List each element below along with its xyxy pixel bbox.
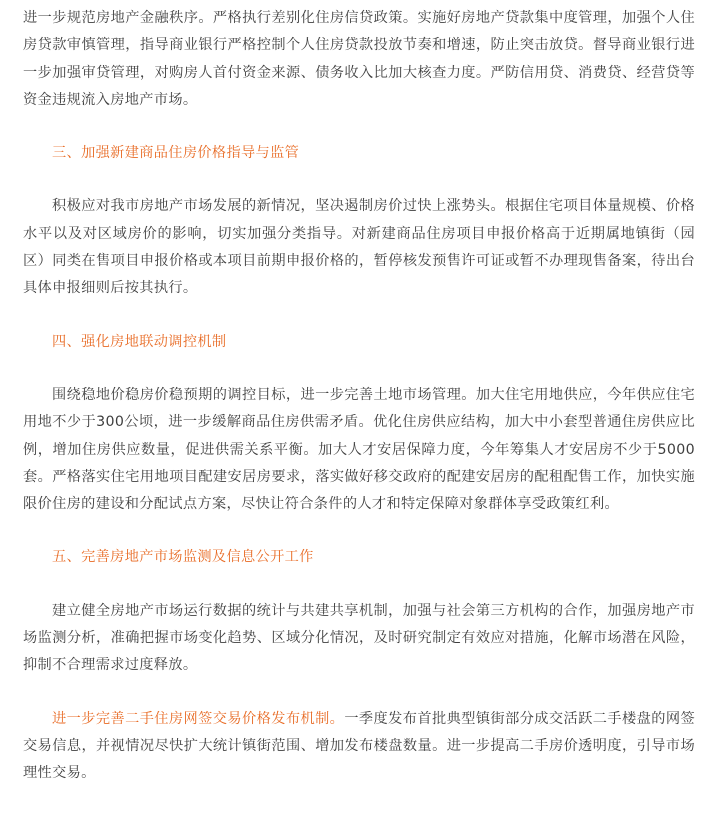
secondhand-housing-lead: 进一步完善二手住房网签交易价格发布机制。 <box>52 710 345 727</box>
secondhand-housing-body: 一季度发布首批典型镇街部分成交活跃二手楼盘的网签交易信息，并视情况尽快扩大统计镇街范围、增加发布楼盘数量。进一步提高二手房价透明度，引导市场理性交易。 <box>23 710 695 782</box>
section-4-heading: 四、强化房地联动调控机制 <box>52 333 227 350</box>
intro-paragraph: 进一步规范房地产金融秩序。严格执行差别化住房信贷政策。实施好房地产贷款集中度管理，加强个人住房贷款审慎管理，指导商业银行严格控制个人住房贷款投放节奏和增速，防止突击放贷。督导商业银行进一步加强审贷管理，对购房人首付资金来源、债务收入比加大核查力度。严防信用贷、消费贷、经营贷等资金违规流入房地产市场。 <box>23 10 695 108</box>
section-4-paragraph: 围绕稳地价稳房价稳预期的调控目标，进一步完善土地市场管理。加大住宅用地供应，今年供应住宅用地不少于300公顷，进一步缓解商品住房供需矛盾。优化住房供应结构，加大中小套型普通住房供应比例，增加住房供应数量，促进供需关系平衡。加大人才安居保障力度，今年筹集人才安居房不少于5000套。严格落实住宅用地项目配建安居房要求，落实做好移交政府的配建安居房的配租配售工作，加快实施限价住房的建设和分配试点方案，尽快让符合条件的人才和特定保障对象群体享受政策红利。 <box>23 386 695 513</box>
section-3-heading: 三、加强新建商品住房价格指导与监管 <box>52 145 300 162</box>
secondhand-housing-paragraph <box>23 706 695 788</box>
section-5-heading: 五、完善房地产市场监测及信息公开工作 <box>52 549 314 566</box>
section-3-paragraph: 积极应对我市房地产市场发展的新情况，坚决遏制房价过快上涨势头。根据住宅项目体量规模、价格水平以及对区域房价的影响，切实加强分类指导。对新建商品住房项目申报价格高于近期属地镇街（园区）同类在售项目申报价格或本项目前期申报价格的，暂停核发预售许可证或暂不办理现售备案，待出台具体申报细则后按其执行。 <box>23 198 695 297</box>
section-5-paragraph: 建立健全房地产市场运行数据的统计与共建共享机制，加强与社会第三方机构的合作，加强房地产市场监测分析，准确把握市场变化趋势、区域分化情况，及时研究制定有效应对措施，化解市场潜在风险，抑制不合理需求过度释放。 <box>23 602 695 674</box>
article-body <box>23 5 695 788</box>
